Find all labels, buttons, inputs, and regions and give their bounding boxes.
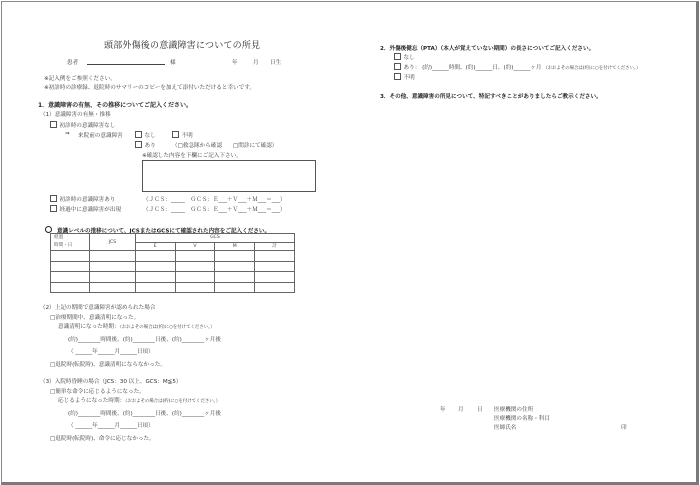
cell-time[interactable] bbox=[51, 261, 90, 272]
circle-bullet-icon bbox=[45, 226, 52, 233]
before-arrival-unknown-checkbox[interactable] bbox=[172, 131, 179, 138]
note-line-1: ※記入例をご参照ください。 bbox=[44, 76, 116, 82]
cell-time[interactable] bbox=[51, 282, 90, 293]
cell-v[interactable] bbox=[175, 282, 215, 293]
birth-month-label: 月 bbox=[253, 60, 259, 66]
before-arrival-unknown bbox=[172, 131, 193, 139]
document-title: 頭部外傷後の意識障害についての所見 bbox=[104, 41, 261, 51]
physician-name-label: 医師氏名 bbox=[494, 425, 517, 431]
cell-time[interactable] bbox=[51, 251, 90, 262]
cell-e[interactable] bbox=[135, 282, 175, 293]
pta-none bbox=[394, 53, 415, 61]
pta-unknown bbox=[394, 73, 415, 81]
col-header-time-line2: 時間・日 bbox=[54, 243, 73, 248]
institution-address-label: 医療機関の住所 bbox=[494, 407, 534, 413]
cell-jcs[interactable] bbox=[90, 282, 136, 293]
jcs-gcs-first-visit[interactable]: （ＪＣＳ：_____ ＧＣＳ：Ｅ___＋Ｖ___＋Ｍ___＝___） bbox=[143, 197, 286, 203]
consciousness-level-table bbox=[50, 233, 295, 293]
cell-m[interactable] bbox=[215, 261, 255, 272]
pta-unknown-label: 不明 bbox=[403, 75, 415, 81]
responds-approx-time-field[interactable]: (約)________時間後、(約)________日後、(約)________ヶ月後 bbox=[68, 411, 221, 417]
responds-when-note: （おおよその場合は(約)に○を付けてください。） bbox=[125, 399, 221, 404]
subsection-1-heading: （1）意識障害の有無・推移 bbox=[40, 112, 111, 118]
table-row bbox=[51, 272, 295, 283]
cell-e[interactable] bbox=[135, 272, 175, 283]
cell-v[interactable] bbox=[175, 272, 215, 283]
pta-unknown-checkbox[interactable] bbox=[394, 73, 401, 80]
pta-yes-label: あり： bbox=[403, 65, 421, 71]
confirm-instruction: ※確認した内容を下欄にご記入下さい。 bbox=[142, 153, 242, 159]
cell-total[interactable] bbox=[255, 251, 295, 262]
before-arrival-none bbox=[135, 131, 156, 139]
impairment-first-visit bbox=[50, 195, 115, 203]
pta-none-label: なし bbox=[403, 55, 415, 61]
option-cleared-during-treatment[interactable]: □治療期間中、意識清明になった。 bbox=[50, 315, 140, 321]
before-arrival-label: 来院前の意識障害 bbox=[78, 133, 123, 139]
table-heading-text: 意識レベルの推移について、JCSまたはGCSにて確認された内容をご記入ください。 bbox=[57, 228, 271, 235]
pta-yes-note: （おおよその場合は(約)に○を付けてください。） bbox=[543, 66, 641, 71]
col-header-total: 計 bbox=[255, 242, 295, 251]
table-row bbox=[51, 261, 295, 272]
cell-m[interactable] bbox=[215, 251, 255, 262]
responds-when-row bbox=[58, 396, 220, 404]
cell-time[interactable] bbox=[51, 272, 90, 283]
birth-year-label: 年 bbox=[232, 60, 238, 66]
section-1-heading: 1．意識障害の有無、その推移についてご記入ください。 bbox=[38, 102, 193, 109]
col-header-jcs: JCS bbox=[90, 234, 136, 251]
note-line-2: ※初診時の診療録、退院時のサマリーのコピーを加えて添付いただけると幸いです。 bbox=[44, 85, 255, 91]
cell-jcs[interactable] bbox=[90, 261, 136, 272]
cell-m[interactable] bbox=[215, 282, 255, 293]
arrow-icon: ⇒ bbox=[65, 131, 70, 137]
option-not-cleared[interactable]: □退院時(転院時)、意識清明にならなかった。 bbox=[50, 362, 166, 368]
col-header-time-line1: 経過 bbox=[54, 235, 64, 240]
signature-month: 月 bbox=[458, 407, 464, 413]
before-arrival-none-checkbox[interactable] bbox=[135, 131, 142, 138]
cell-total[interactable] bbox=[255, 261, 295, 272]
section-3-heading: 3．その他、意識障害の所見について、特記すべきことがありましたらご教示ください。 bbox=[380, 94, 602, 100]
pta-yes bbox=[394, 63, 641, 71]
before-arrival-none-label: なし bbox=[144, 133, 156, 139]
col-header-e: E bbox=[135, 242, 175, 251]
jcs-gcs-during-course[interactable]: （ＪＣＳ：_____ ＧＣＳ：Ｅ___＋Ｖ___＋Ｍ___＝___） bbox=[143, 207, 286, 213]
confirm-family-option[interactable]: □問診にて確認） bbox=[233, 143, 278, 149]
cell-v[interactable] bbox=[175, 261, 215, 272]
pta-yes-checkbox[interactable] bbox=[394, 63, 401, 70]
cleared-when-label: 意識清明になった時期： bbox=[58, 324, 120, 330]
cleared-when-note: （おおよその場合は(約)に○を付けてください。） bbox=[119, 325, 215, 330]
cell-v[interactable] bbox=[175, 251, 215, 262]
cell-total[interactable] bbox=[255, 282, 295, 293]
patient-honorific: 様 bbox=[170, 60, 176, 66]
before-arrival-yes bbox=[135, 141, 156, 149]
no-impairment-checkbox[interactable] bbox=[50, 121, 57, 128]
impairment-first-visit-label: 初診時の意識障害あり bbox=[59, 197, 116, 203]
col-header-gcs: GCS bbox=[135, 234, 294, 243]
confirmation-details-textbox[interactable] bbox=[142, 160, 316, 192]
cell-total[interactable] bbox=[255, 272, 295, 283]
impairment-during-course-checkbox[interactable] bbox=[50, 205, 57, 212]
subsection-2-heading: （2）上記の期間で意識障害が認められた場合 bbox=[40, 305, 156, 311]
impairment-during-course bbox=[50, 205, 121, 213]
col-header-v: V bbox=[175, 242, 215, 251]
no-impairment-label: 初診時の意識障害なし bbox=[59, 123, 116, 129]
institution-name-label: 医療機関の名称・科目 bbox=[494, 416, 550, 422]
before-arrival-yes-label: あり bbox=[144, 143, 156, 149]
signature-year: 年 bbox=[440, 407, 446, 413]
col-header-time bbox=[51, 234, 90, 251]
cleared-approx-time-field[interactable]: (約)________時間後、(約)________日後、(約)________ヶ月後 bbox=[68, 337, 221, 343]
patient-name-field[interactable] bbox=[87, 58, 165, 65]
before-arrival-yes-checkbox[interactable] bbox=[135, 141, 142, 148]
cell-e[interactable] bbox=[135, 251, 175, 262]
option-responds-to-commands[interactable]: □簡単な命令に応じるようになった。 bbox=[50, 389, 145, 395]
subsection-3-heading: （3）入院時昏睡の場合（JCS：30 以上、GCS：M≦5） bbox=[40, 379, 182, 385]
responds-when-label: 応じるようになった時期： bbox=[58, 398, 126, 404]
cleared-when-row bbox=[58, 322, 215, 330]
cell-jcs[interactable] bbox=[90, 251, 136, 262]
cell-jcs[interactable] bbox=[90, 272, 136, 283]
table-row bbox=[51, 282, 295, 293]
section-3-free-text-area[interactable] bbox=[394, 104, 674, 384]
option-not-respond[interactable]: □退院時(転院時)、命令に応じなかった。 bbox=[50, 436, 155, 442]
impairment-during-course-label: 経過中に意識障害が出現 bbox=[59, 207, 122, 213]
col-header-m: M bbox=[215, 242, 255, 251]
pta-duration-field[interactable]: (約)______時間、(約)______日、(約)______ヶ月 bbox=[422, 65, 542, 71]
responds-date-field[interactable]: （ ______年______月______日頃） bbox=[68, 423, 154, 429]
birth-day-label: 日生 bbox=[270, 60, 282, 66]
patient-label: 患者 bbox=[67, 60, 79, 66]
signature-day: 日 bbox=[477, 407, 483, 413]
section-2-heading: 2．外傷後健忘（PTA）（本人が覚えていない期間）の長さについてご記入ください。 bbox=[380, 46, 595, 52]
impairment-first-visit-checkbox[interactable] bbox=[50, 195, 57, 202]
cleared-date-field[interactable]: （ ______年______月______日頃） bbox=[68, 349, 154, 355]
before-arrival-unknown-label: 不明 bbox=[181, 133, 193, 139]
table-row bbox=[51, 251, 295, 262]
no-impairment-first-visit bbox=[50, 121, 115, 129]
cell-m[interactable] bbox=[215, 272, 255, 283]
pta-none-checkbox[interactable] bbox=[394, 53, 401, 60]
seal-label: 印 bbox=[621, 425, 627, 431]
cell-e[interactable] bbox=[135, 261, 175, 272]
confirm-emergency-option[interactable]: （□救急隊から確認 bbox=[172, 143, 223, 149]
